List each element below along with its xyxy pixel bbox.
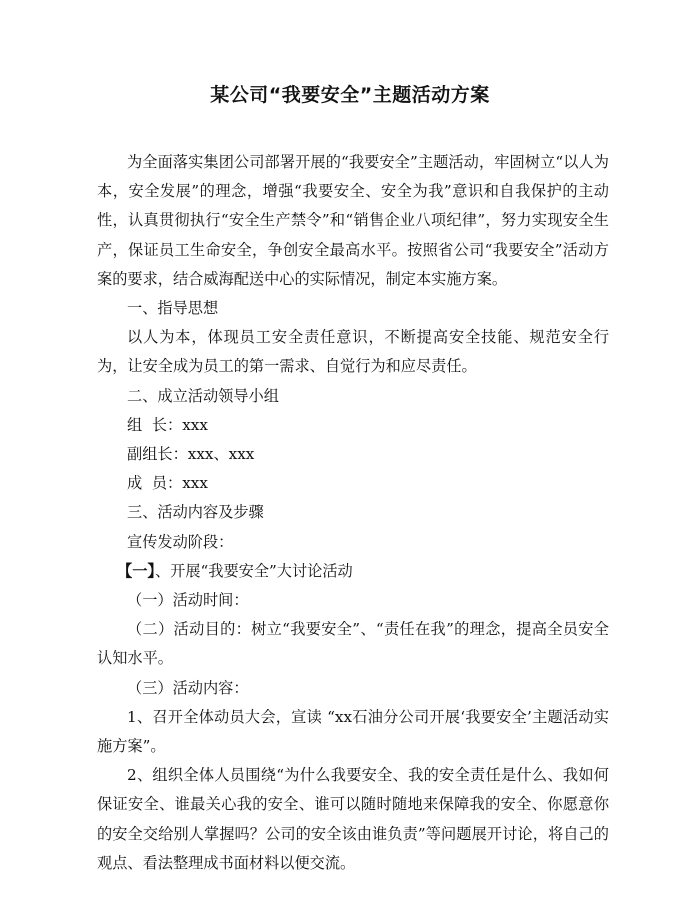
section-heading-3: 三、活动内容及步骤 (127, 503, 264, 522)
item-2-paragraph: 2、组织全体人员围绕“为什么我要安全、我的安全责任是什么、我如何保证安全、谁最关心我的安全、谁可以随时随地来保障我的安全、你愿意你的安全交给别人掌握吗？公司的安全该由谁负责”等问题展开讨论，将自己的观点、看法整理成书面材料以便交流。 (97, 766, 609, 872)
section-heading-2: 二、成立活动领导小组 (127, 386, 279, 405)
activity-content-line: （三）活动内容： (127, 678, 249, 697)
leader-line: 组 长：xxx (127, 415, 208, 434)
item-1-paragraph: 1、召开全体动员大会，宣读 “xx石油分公司开展‘我要安全’主题活动实施方案”。 (97, 707, 609, 756)
guiding-principle-paragraph: 以人为本，体现员工安全责任意识，不断提高安全技能、规范安全行为，让安全成为员工的第一需求、自觉行为和应尽责任。 (97, 328, 609, 376)
document-body (97, 148, 609, 878)
activity-purpose-paragraph: （二）活动目的：树立“我要安全”、“责任在我”的理念，提高全员安全认知水平。 (97, 620, 609, 668)
phase-label: 宣传发动阶段： (127, 532, 234, 551)
section-heading-1: 一、指导思想 (127, 299, 219, 318)
activity-heading (97, 557, 609, 586)
activity-bracket-label: 【一】 (117, 561, 155, 580)
document-title: 某公司“我要安全”主题活动方案 (210, 84, 490, 106)
activity-heading-text: 、开展“我要安全”大讨论活动 (154, 561, 353, 580)
member-line: 成 员：xxx (127, 474, 208, 493)
deputy-leader-line: 副组长：xxx、xxx (127, 445, 255, 464)
activity-time-line: （一）活动时间： (127, 591, 249, 610)
intro-paragraph: 为全面落实集团公司部署开展的“我要安全”主题活动，牢固树立“以人为本，安全发展”的理念，增强“我要安全、安全为我”意识和自我保护的主动性，认真贯彻执行“安全生产禁令”和“销售企业八项纪律”，努力实现安全生产，保证员工生命安全，争创安全最高水平。按照省公司“我要安全”活动方案的要求，结合威海配送中心的实际情况，制定本实施方案。 (97, 153, 609, 288)
